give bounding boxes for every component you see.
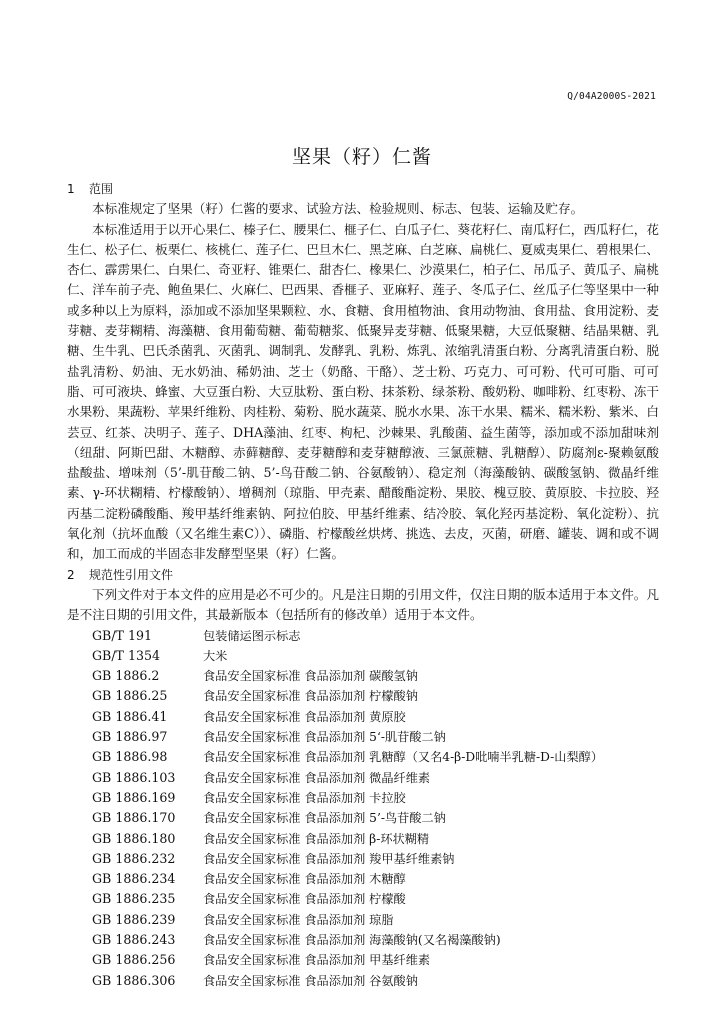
reference-code: GB 1886.256 [92, 952, 176, 968]
reference-code: GB/T 1354 [92, 647, 161, 663]
reference-item [67, 910, 659, 930]
section-heading-normative [67, 565, 659, 585]
reference-item [67, 727, 659, 747]
reference-name: 包装储运图示标志 [203, 628, 301, 643]
reference-item [67, 646, 659, 666]
section-number: 1 [67, 182, 75, 196]
reference-name: 食品安全国家标准 食品添加剂 乳糖醇（又名4-β-D吡喃半乳糖-D-山梨醇） [203, 750, 604, 765]
section-number: 2 [67, 567, 75, 582]
reference-item [67, 747, 659, 767]
reference-name: 食品安全国家标准 食品添加剂 羧甲基纤维素钠 [203, 851, 455, 866]
reference-name: 食品安全国家标准 食品添加剂 5’-鸟苷酸二钠 [203, 811, 446, 826]
reference-code: GB 1886.232 [92, 850, 176, 866]
reference-code: GB 1886.180 [92, 830, 176, 846]
reference-name: 食品安全国家标准 食品添加剂 β-环状糊精 [203, 831, 430, 846]
reference-code: GB 1886.2 [92, 668, 160, 684]
section-title: 范围 [89, 182, 114, 196]
reference-name: 食品安全国家标准 食品添加剂 海藻酸钠(又名褐藻酸钠) [203, 932, 501, 947]
reference-item [67, 849, 659, 869]
document-title: 坚果（籽）仁酱 [291, 146, 432, 168]
reference-name: 食品安全国家标准 食品添加剂 柠檬酸 [203, 892, 406, 907]
scope-paragraph-1: 本标准规定了坚果（籽）仁酱的要求、试验方法、检验规则、标志、包装、运输及贮存。 [92, 201, 584, 217]
reference-code: GB 1886.25 [92, 688, 168, 704]
document-code: Q/04A2000S-2021 [567, 91, 656, 102]
reference-name: 食品安全国家标准 食品添加剂 谷氨酸钠 [203, 973, 418, 988]
reference-name: 食品安全国家标准 食品添加剂 卡拉胶 [203, 790, 406, 805]
reference-code: GB 1886.103 [92, 769, 176, 785]
reference-code: GB 1886.306 [92, 972, 176, 988]
reference-name: 大米 [203, 648, 228, 663]
normative-paragraph: 下列文件对于本文件的应用是必不可少的。凡是注日期的引用文件，仅注日期的版本适用于本文件。凡是不注日期的引用文件，其最新版本（包括所有的修改单）适用于本文件。 [67, 586, 659, 623]
reference-item [67, 707, 659, 727]
reference-item [67, 626, 659, 646]
reference-item [67, 829, 659, 849]
reference-name: 食品安全国家标准 食品添加剂 5‘-肌苷酸二钠 [203, 730, 446, 745]
reference-list [67, 626, 659, 991]
reference-name: 食品安全国家标准 食品添加剂 琼脂 [203, 912, 394, 927]
reference-name: 食品安全国家标准 食品添加剂 黄原胶 [203, 709, 406, 724]
reference-item [67, 666, 659, 686]
reference-code: GB 1886.239 [92, 911, 176, 927]
reference-code: GB 1886.235 [92, 891, 176, 907]
reference-code: GB 1886.98 [92, 749, 168, 765]
reference-code: GB/T 191 [92, 627, 152, 643]
section-heading-scope [67, 179, 659, 199]
reference-item [67, 768, 659, 788]
scope-paragraph-2: 本标准适用于以开心果仁、榛子仁、腰果仁、榧子仁、白瓜子仁、葵花籽仁、南瓜籽仁，西瓜籽仁，花生仁、松子仁、板栗仁、核桃仁、莲子仁、巴旦木仁、黑芝麻、白芝麻、扁桃仁、夏威夷果仁、碧根果仁、杏仁、霹雳果仁、白果仁、奇亚籽、锥栗仁、甜杏仁、橡果仁、沙漠果仁，柏子仁、吊瓜子、黄瓜子、扁桃仁、洋车前子壳、鲍鱼果仁、火麻仁、巴西果、香榧子、亚麻籽、莲子、冬瓜子仁、丝瓜子仁等坚果中一种或多种以上为原料，添加或不添加坚果颗粒、水、食糖、食用植物油、食用动物油、食用盐、食用淀粉、麦芽糖、麦芽糊精、海藻糖、食用葡萄糖、葡萄糖浆、低聚异麦芽糖、低聚果糖，大豆低聚糖、结晶果糖、乳糖、生牛乳、巴氏杀菌乳、灭菌乳、调制乳、发酵乳、乳粉、炼乳、浓缩乳清蛋白粉、分离乳清蛋白粉、脱盐乳清粉、奶油、无水奶油、稀奶油、芝士（奶酪、干酪）、芝士粉、巧克力、可可粉、代可可脂、可可脂、可可液块、蜂蜜、大豆蛋白粉、大豆肽粉、蛋白粉、抹茶粉、绿茶粉、酸奶粉、咖啡粉、红枣粉、冻干水果粉、果蔬粉、苹果纤维粉、肉桂粉、菊粉、脱水蔬菜、脱水水果、冻干水果、糯米、糯米粉、紫米、白芸豆、红茶、决明子、莲子、DHA藻油、红枣、枸杞、沙棘果、乳酸菌、益生菌等，添加或不添加甜味剂（纽甜、阿斯巴甜、木糖醇、赤藓糖醇、麦芽糖醇和麦芽糖醇液、三氯蔗糖、乳糖醇）、防腐剂ε-聚赖氨酸盐酸盐、增味剂（5’-肌苷酸二钠、5’-鸟苷酸二钠、谷氨酸钠）、稳定剂（海藻酸钠、碳酸氢钠、微晶纤维素、γ-环状糊精、柠檬酸钠）、增稠剂（琼脂、甲壳素、醋酸酯淀粉、果胶、槐豆胶、黄原胶、卡拉胶、羟丙基二淀粉磷酸酯、羧甲基纤维素钠、阿拉伯胶、甲基纤维素、结冷胶、氧化羟丙基淀粉、氧化淀粉）、抗氧化剂（抗坏血酸（又名维生素C））、磷脂、柠檬酸丝烘烤、挑选、去皮，灭菌，研磨、罐装、调和或不调和，加工而成的半固态非发酵型坚果（籽）仁酱。 [67, 221, 659, 562]
reference-item [67, 788, 659, 808]
reference-code: GB 1886.234 [92, 871, 176, 887]
reference-name: 食品安全国家标准 食品添加剂 木糖醇 [203, 872, 406, 887]
reference-name: 食品安全国家标准 食品添加剂 碳酸氢钠 [203, 669, 418, 684]
reference-code: GB 1886.169 [92, 789, 176, 805]
reference-item [67, 808, 659, 828]
section-title: 规范性引用文件 [89, 567, 174, 582]
reference-code: GB 1886.170 [92, 810, 176, 826]
reference-item [67, 971, 659, 991]
reference-item [67, 889, 659, 909]
reference-code: GB 1886.97 [92, 729, 168, 745]
reference-name: 食品安全国家标准 食品添加剂 柠檬酸钠 [203, 689, 418, 704]
reference-item [67, 869, 659, 889]
reference-name: 食品安全国家标准 食品添加剂 甲基纤维素 [203, 953, 431, 968]
reference-code: GB 1886.41 [92, 708, 168, 724]
reference-item [67, 686, 659, 706]
reference-code: GB 1886.243 [92, 931, 176, 947]
document-body [67, 179, 659, 991]
reference-name: 食品安全国家标准 食品添加剂 微晶纤维素 [203, 770, 431, 785]
reference-item [67, 950, 659, 970]
reference-item [67, 930, 659, 950]
